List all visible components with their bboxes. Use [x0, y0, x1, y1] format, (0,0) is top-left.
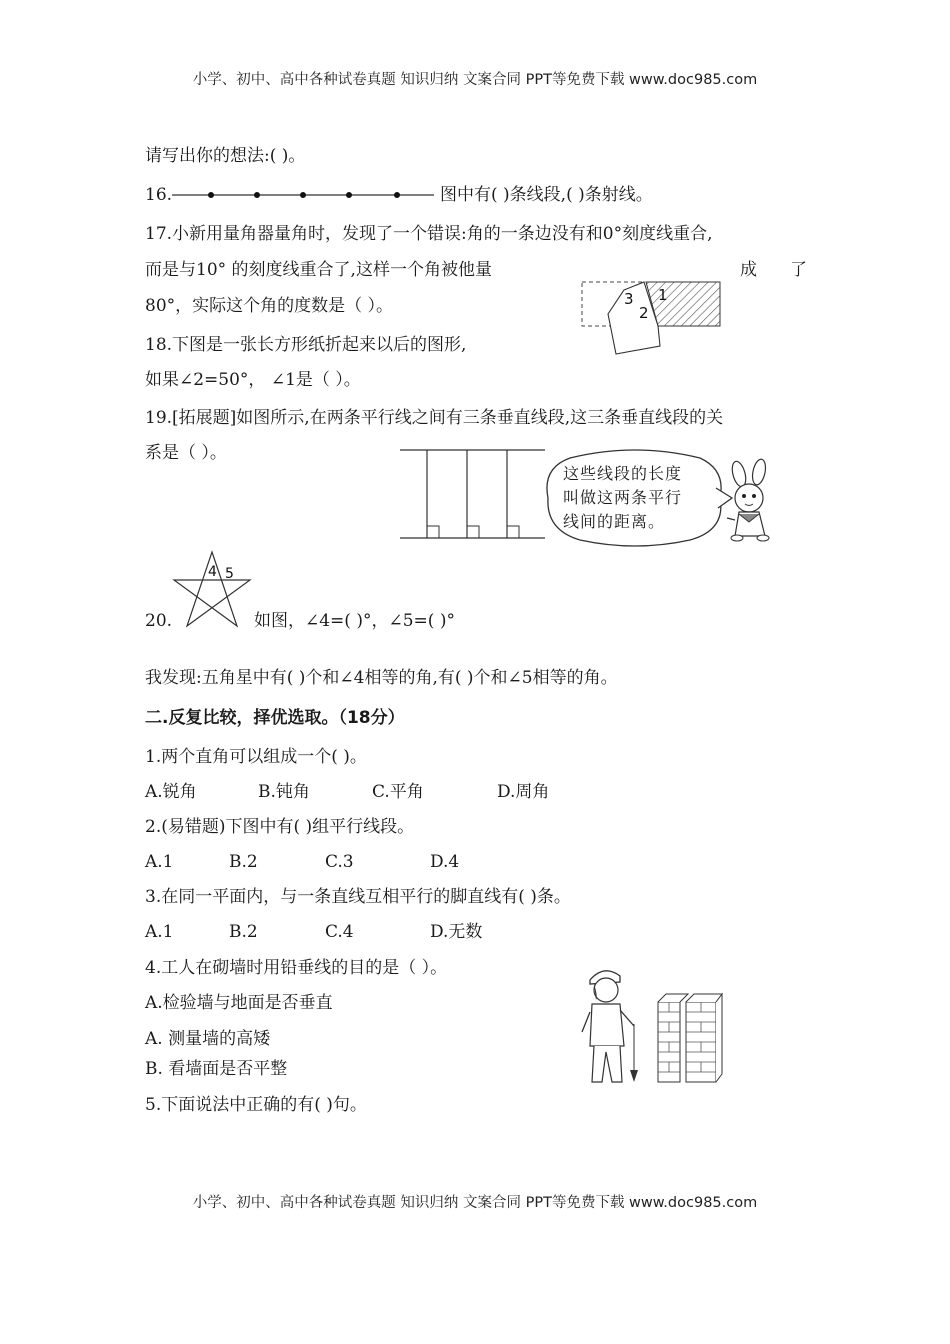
q2-option-c: C.3 — [325, 852, 354, 872]
star-label-4: 4 — [208, 564, 217, 580]
q19-line1: 19.[拓展题]如图所示,在两条平行线之间有三条垂直线段,这三条垂直线段的关 — [145, 408, 724, 428]
q16-point — [346, 192, 352, 198]
right-angle-mark — [427, 526, 439, 538]
choice-q2: 2.(易错题)下图中有( )组平行线段。 — [145, 817, 415, 837]
five-point-star-figure — [172, 548, 254, 630]
q16-point — [254, 192, 260, 198]
right-angle-mark — [507, 526, 519, 538]
q3-option-d: D.无数 — [430, 922, 483, 942]
q2-option-b: B.2 — [229, 852, 258, 872]
star-label-5: 5 — [225, 566, 234, 582]
q20-text: 如图，∠4=( )°，∠5=( )° — [254, 611, 455, 631]
q3-option-c: C.4 — [325, 922, 354, 942]
q17-line2-le: 了 — [790, 260, 807, 280]
choice-q4: 4.工人在砌墙时用铅垂线的目的是（ ）。 — [145, 958, 448, 978]
q16-number: 16. — [145, 185, 173, 205]
q16-point — [394, 192, 400, 198]
fold-label-3: 3 — [624, 290, 634, 308]
discover-line: 我发现:五角星中有( )个和∠4相等的角,有( )个和∠5相等的角。 — [145, 668, 618, 688]
folded-paper-figure — [578, 276, 728, 358]
choice-q5: 5.下面说法中正确的有( )句。 — [145, 1095, 367, 1115]
q17-line3: 80°，实际这个角的度数是（ ）。 — [145, 296, 394, 316]
q16-point — [208, 192, 214, 198]
q17-line2: 而是与10° 的刻度线重合了,这样一个角被他量 — [145, 260, 492, 280]
q16-text: 图中有( )条线段,( )条射线。 — [440, 185, 653, 205]
q1-option-d: D.周角 — [497, 782, 550, 802]
choice-q3: 3.在同一平面内，与一条直线互相平行的脚直线有( )条。 — [145, 887, 571, 907]
speech-line-3: 线间的距离。 — [563, 512, 666, 531]
q2-option-d: D.4 — [430, 852, 460, 872]
q3-option-a: A.1 — [145, 922, 174, 942]
speech-line-2: 叫做这两条平行 — [563, 488, 683, 507]
section-2-title: 二.反复比较，择优选取。（18分） — [145, 708, 405, 728]
q16-point — [300, 192, 306, 198]
speech-line-1: 这些线段的长度 — [563, 464, 683, 483]
q18-line2: 如果∠2=50°， ∠1是（ ）。 — [145, 370, 361, 390]
worker-plumb-line-illustration — [576, 962, 724, 1088]
q17-line2-cheng: 成 — [740, 260, 757, 280]
right-angle-mark — [467, 526, 479, 538]
q4-option-2: A. 测量墙的高矮 — [145, 1029, 271, 1049]
parallel-lines-figure — [400, 446, 550, 542]
rabbit-character-icon — [725, 460, 785, 542]
q4-option-3: B. 看墙面是否平整 — [145, 1059, 288, 1079]
q2-option-a: A.1 — [145, 852, 174, 872]
q18-line1: 18.下图是一张长方形纸折起来以后的图形, — [145, 335, 467, 355]
q19-line2: 系是（ ）。 — [145, 443, 227, 463]
q17-line1: 17.小新用量角器量角时，发现了一个错误:角的一条边没有和0°刻度线重合, — [145, 224, 713, 244]
page-footer: 小学、初中、高中各种试卷真题 知识归纳 文案合同 PPT等免费下载 www.doc985.com — [192, 1195, 758, 1211]
page-header: 小学、初中、高中各种试卷真题 知识归纳 文案合同 PPT等免费下载 www.doc985.com — [192, 72, 758, 88]
idea-line: 请写出你的想法:( )。 — [145, 146, 306, 166]
q4-option-1: A.检验墙与地面是否垂直 — [145, 993, 333, 1013]
fold-label-1: 1 — [658, 286, 668, 304]
plumb-bob — [630, 1070, 638, 1082]
q3-option-b: B.2 — [229, 922, 258, 942]
q1-option-a: A.锐角 — [145, 782, 197, 802]
q20-number: 20. — [145, 611, 173, 631]
q1-option-b: B.钝角 — [258, 782, 310, 802]
fold-label-2: 2 — [639, 304, 649, 322]
q1-option-c: C.平角 — [372, 782, 424, 802]
choice-q1: 1.两个直角可以组成一个( )。 — [145, 747, 367, 767]
